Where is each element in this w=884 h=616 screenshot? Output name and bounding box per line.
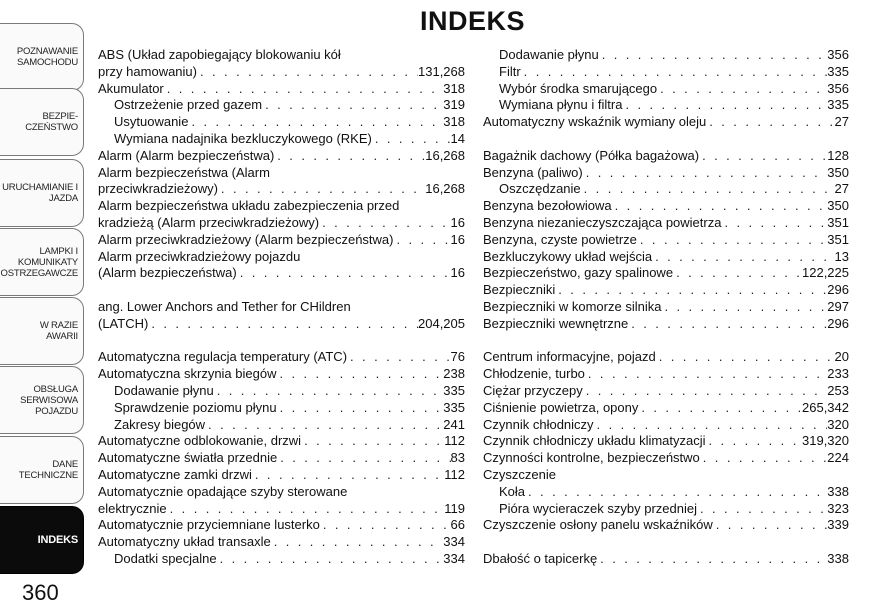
page-ref-link[interactable]: 319,320 [802,433,849,449]
index-subentry [98,383,465,400]
page-ref-link[interactable]: 356 [827,47,849,62]
dot-leader [583,165,828,180]
index-entry [483,148,849,165]
page-ref-link[interactable]: 335 [827,63,849,79]
tab-label: URUCHAMIANIE I JAZDA [2,182,78,204]
index-entry [98,198,465,215]
page-ref-link[interactable]: 318 [443,80,465,96]
index-entry [483,366,849,383]
entry-text: Wymiana nadajnika bezkluczykowego (RKE) [114,130,372,146]
dot-leader [594,417,828,432]
tab-indeks[interactable] [0,506,84,574]
page-ref-link[interactable]: 241 [443,416,465,432]
section-gap [483,333,849,350]
entry-text: Automatyczne odblokowanie, drzwi [98,433,302,449]
dot-leader [622,97,827,112]
index-entry [98,501,465,518]
index-entry [483,165,849,182]
entry-text: Automatycznie opadające szyby sterowane [98,483,348,499]
page-ref-link[interactable]: 356 [827,80,849,96]
entry-text: Benzyna (paliwo) [483,164,583,180]
page-ref-link[interactable]: 13 [834,248,849,264]
entry-text: Dbałość o tapicerkę [483,550,598,566]
page-ref-link[interactable]: 76 [450,349,465,365]
page-ref-link[interactable]: 318 [443,114,465,130]
dot-leader [581,181,835,196]
dot-leader [628,316,827,331]
index-entry [98,181,465,198]
dot-leader [652,249,834,264]
entry-text: Benzyna bezołowiowa [483,198,612,214]
index-entry [98,349,465,366]
page-ref-link[interactable]: 122,225 [802,265,849,281]
index-subentry [98,114,465,131]
index-subentry [483,47,849,64]
tab-poznawanie-samochodu[interactable] [0,23,84,91]
page-ref-link[interactable]: 112 [444,466,465,482]
index-entry [483,215,849,232]
index-entry [483,249,849,266]
page-ref-link[interactable]: 334 [443,534,465,550]
index-entry [98,232,465,249]
index-entry [483,467,849,484]
page-ref-link[interactable]: 16 [450,214,465,230]
entry-text: kradzieżą (Alarm przeciwkradzieżowy) [98,214,320,230]
dot-leader [713,517,828,532]
entry-text: Benzyna, czyste powietrze [483,231,637,247]
index-entry [483,450,849,467]
dot-leader [218,181,425,196]
index-entry [98,534,465,551]
section-gap [483,131,849,148]
entry-text: Automatyczna regulacja temperatury (ATC) [98,349,348,365]
dot-leader [271,534,444,549]
page-ref-link[interactable]: 265,342 [802,399,849,415]
page-ref-link[interactable]: 27 [834,181,849,197]
dot-leader [347,349,451,364]
dot-leader [699,148,827,163]
dot-leader [657,81,827,96]
entry-text: Automatyczne zamki drzwi [98,466,252,482]
dot-leader [393,232,450,247]
page-ref-link[interactable]: 238 [443,366,465,382]
section-gap [483,534,849,551]
dot-leader [706,114,834,129]
entry-text: Ciężar przyczepy [483,382,583,398]
tab-label: INDEKS [37,533,78,546]
entry-text: Czynności kontrolne, bezpieczeństwo [483,450,700,466]
index-entry [98,64,465,81]
index-entry [483,383,849,400]
page-number: 360 [22,580,59,605]
entry-text: Chłodzenie, turbo [483,366,585,382]
dot-leader [599,47,828,62]
tab-lampki-komunikaty[interactable] [0,228,84,296]
index-entry [98,484,465,501]
dot-leader [637,232,827,247]
entry-text: Bezpieczeństwo, gazy spalinowe [483,265,674,281]
entry-text: Czyszczenie osłony panelu wskaźników [483,517,713,533]
page-ref-link[interactable]: 338 [827,483,849,499]
index-entry [483,114,849,131]
page-ref-link[interactable]: 233 [827,366,849,382]
page-ref-link[interactable]: 339 [827,517,849,533]
index-entry [98,316,465,333]
entry-text: Alarm przeciwkradzieżowy pojazdu [98,248,301,264]
page-ref-link[interactable]: 14 [450,130,465,146]
page-ref-link[interactable]: 350 [827,198,849,214]
page-ref-link[interactable]: 296 [827,315,849,331]
dot-leader [706,433,802,448]
index-entry [483,517,849,534]
dot-leader [197,64,418,79]
entry-text: Bezpieczniki wewnętrzne [483,315,629,331]
dot-leader [656,349,835,364]
dot-leader [277,400,444,415]
dot-leader [262,97,443,112]
page-ref-link[interactable]: 16 [450,265,465,281]
entry-text: Dodawanie płynu [114,382,214,398]
section-gap [98,333,465,350]
dot-leader [721,215,827,230]
page-title: INDEKS [420,6,526,36]
index-subentry [483,501,849,518]
entry-text: przeciwkradzieżowy) [98,181,218,197]
index-subentry [98,400,465,417]
index-entry [483,198,849,215]
page-ref-link[interactable]: 335 [827,97,849,113]
page-ref-link[interactable]: 112 [444,433,465,449]
page-ref-link[interactable]: 66 [450,517,465,533]
dot-leader [521,64,828,79]
tab-uruchamianie-jazda[interactable] [0,159,84,227]
tab-w-razie-awarii[interactable] [0,297,84,365]
entry-text: Wymiana płynu i filtra [499,97,623,113]
dot-leader [673,265,802,280]
entry-text: Bezpieczniki w komorze silnika [483,298,662,314]
tab-dane-techniczne[interactable] [0,436,84,504]
index-entry [98,165,465,182]
page-ref-link[interactable]: 351 [827,231,849,247]
entry-text: ABS (Układ zapobiegający blokowaniu kół [98,47,341,62]
dot-leader [276,366,443,381]
entry-text: (LATCH) [98,315,149,331]
page-ref-link[interactable]: 16,268 [425,147,465,163]
page-ref-link[interactable]: 27 [834,114,849,130]
entry-text: Zakresy biegów [114,416,206,432]
page-ref-link[interactable]: 297 [827,298,849,314]
entry-text: Pióra wycieraczek szyby przedniej [499,500,697,516]
index-column-right [483,47,849,568]
index-entry [98,433,465,450]
entry-text: Czynnik chłodniczy układu klimatyzacji [483,433,706,449]
page-ref-link[interactable]: 320 [827,416,849,432]
index-subentry [98,97,465,114]
dot-leader [148,316,418,331]
index-entry [483,232,849,249]
page-ref-link[interactable]: 131,268 [418,63,465,79]
entry-text: Akumulator [98,80,164,96]
entry-text: ang. Lower Anchors and Tether for CHildren [98,298,351,314]
entry-text: Usytuowanie [114,114,189,130]
index-entry [98,215,465,232]
page-ref-link[interactable]: 319 [443,97,465,113]
index-entry [98,249,465,266]
index-entry [483,316,849,333]
index-subentry [483,181,849,198]
dot-leader [597,551,827,566]
index-subentry [483,484,849,501]
page-ref-link[interactable]: 16 [450,231,465,247]
index-entry [483,433,849,450]
entry-text: Automatyczny układ transaxle [98,534,271,550]
index-entry [483,551,849,568]
dot-leader [555,282,827,297]
dot-leader [274,148,425,163]
entry-text: Bezpieczniki [483,282,556,298]
page-ref-link[interactable]: 296 [827,282,849,298]
entry-text: Automatyczne światła przednie [98,450,278,466]
index-subentry [98,551,465,568]
index-entry [483,400,849,417]
page-ref-link[interactable]: 335 [443,382,465,398]
entry-text: Sprawdzenie poziomu płynu [114,399,277,415]
tab-label: LAMPKI I KOMUNIKATY OSTRZEGAWCZE [0,245,78,279]
dot-leader [320,517,451,532]
dot-leader [164,81,444,96]
entry-text: Bezkluczykowy układ wejścia [483,248,653,264]
page-ref-link[interactable]: 224 [827,450,849,466]
index-entry [98,517,465,534]
entry-text: Alarm (Alarm bezpieczeństwa) [98,147,275,163]
entry-text: Wybór środka smarującego [499,80,658,96]
dot-leader [205,417,443,432]
index-entry [483,282,849,299]
entry-text: Bagażnik dachowy (Półka bagażowa) [483,147,700,163]
tab-label: POZNAWANIE SAMOCHODU [16,46,78,68]
page-ref-link[interactable]: 323 [827,500,849,516]
dot-leader [583,383,828,398]
index-subentry [483,64,849,81]
index-entry [483,417,849,434]
index-entry [98,467,465,484]
page-ref-link[interactable]: 253 [827,382,849,398]
tab-label: W RAZIE AWARII [39,320,78,342]
dot-leader [237,265,451,280]
entry-text: Dodatki specjalne [114,550,217,566]
index-subentry [483,81,849,98]
index-entry [98,265,465,282]
entry-text: elektrycznie [98,500,167,516]
index-entry [98,148,465,165]
index-entry [98,366,465,383]
dot-leader [188,114,443,129]
entry-text: Alarm przeciwkradzieżowy (Alarm bezpieczeństwa) [98,231,394,247]
page-ref-link[interactable]: 204,205 [418,315,465,331]
page-ref-link[interactable]: 335 [443,399,465,415]
entry-text: Dodawanie płynu [499,47,599,62]
entry-text: Czynnik chłodniczy [483,416,594,432]
page-ref-link[interactable]: 16,268 [425,181,465,197]
section-gap [98,282,465,299]
dot-leader [319,215,450,230]
dot-leader [214,383,444,398]
entry-text: Ciśnienie powietrza, opony [483,399,639,415]
entry-text: (Alarm bezpieczeństwa) [98,265,237,281]
entry-text: Automatyczna skrzynia biegów [98,366,277,382]
page-ref-link[interactable]: 338 [827,550,849,566]
entry-text: Czyszczenie [483,466,556,482]
index-entry [483,265,849,282]
entry-text: Benzyna niezanieczyszczająca powietrza [483,214,722,230]
index-entry [483,299,849,316]
entry-text: Automatyczny wskaźnik wymiany oleju [483,114,707,130]
index-entry [98,47,465,64]
dot-leader [525,484,827,499]
dot-leader [301,433,444,448]
entry-text: Centrum informacyjne, pojazd [483,349,656,365]
tab-label: DANE TECHNICZNE [18,459,78,481]
tab-bezpieczenstwo[interactable] [0,88,84,156]
dot-leader [612,198,828,213]
dot-leader [585,366,827,381]
index-entry [98,299,465,316]
index-subentry [98,131,465,148]
dot-leader [217,551,444,566]
index-entry [98,450,465,467]
tab-label: BEZPIE- CZEŃSTWO [25,111,78,133]
dot-leader [252,467,444,482]
page-ref-link[interactable]: 334 [443,550,465,566]
index-entry [98,81,465,98]
page-ref-link[interactable]: 351 [827,214,849,230]
index-subentry [98,417,465,434]
entry-text: Alarm bezpieczeństwa układu zabezpieczenia przed [98,198,400,214]
dot-leader [167,501,445,516]
dot-leader [661,299,827,314]
index-subentry [483,97,849,114]
tab-obsluga-serwisowa[interactable] [0,366,84,434]
dot-leader [372,131,451,146]
dot-leader [697,501,827,516]
entry-text: Alarm bezpieczeństwa (Alarm [98,164,270,180]
page-ref-link[interactable]: 83 [450,450,465,466]
page-ref-link[interactable]: 20 [834,349,849,365]
dot-leader [700,450,828,465]
page-ref-link[interactable]: 128 [827,147,849,163]
entry-text: Oszczędzanie [499,181,581,197]
entry-text: przy hamowaniu) [98,63,197,79]
entry-text: Ostrzeżenie przed gazem [114,97,263,113]
index-column-left [98,47,465,568]
entry-text: Automatycznie przyciemniane lusterko [98,517,320,533]
dot-leader [638,400,802,415]
page-ref-link[interactable]: 119 [444,500,465,516]
entry-text: Koła [499,483,526,499]
dot-leader [277,450,450,465]
tab-label: OBSŁUGA SERWISOWA POJAZDU [20,383,78,417]
page-ref-link[interactable]: 350 [827,164,849,180]
entry-text: Filtr [499,63,521,79]
index-entry [483,349,849,366]
